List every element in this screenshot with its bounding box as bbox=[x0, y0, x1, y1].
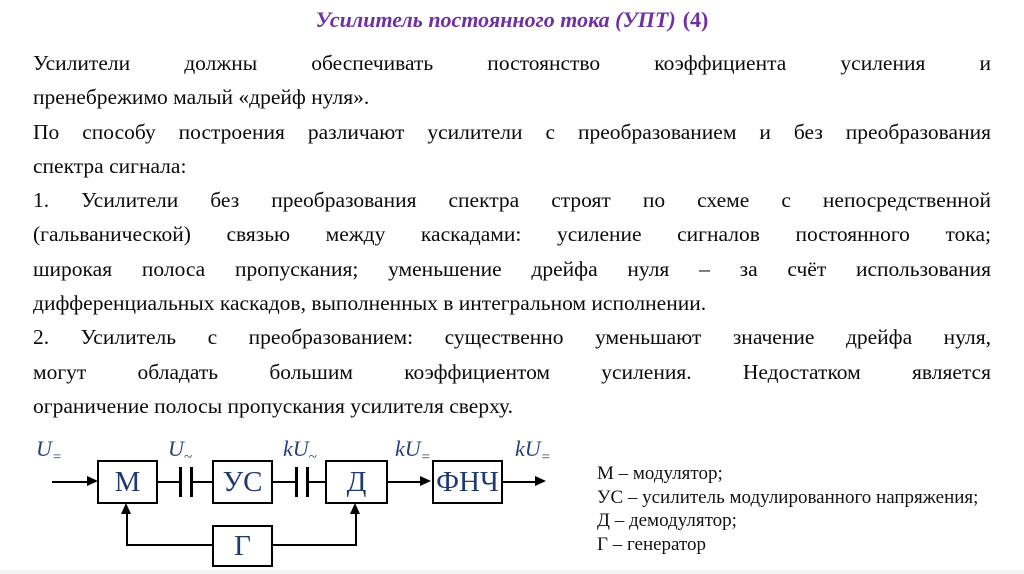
signal-sub: = bbox=[420, 449, 431, 466]
signal-sub: = bbox=[51, 449, 63, 466]
paragraph-line: Усилители должны обеспечивать постоянство коэффициента усиления и bbox=[33, 51, 991, 75]
paragraph-line: 2. Усилитель с преобразованием: существенно уменьшают значение дрейфа нуля, bbox=[33, 325, 991, 350]
signal-main: U bbox=[36, 436, 52, 461]
legend-item-demodulator: Д – демодулятор; bbox=[597, 510, 737, 531]
signal-sub: ~ bbox=[183, 449, 193, 466]
paragraph-line: (гальванической) связью между каскадами: усиление сигналов постоянного тока; bbox=[33, 222, 991, 247]
legend-item-generator: Г – генератор bbox=[597, 533, 707, 555]
signal-label-output bbox=[515, 436, 551, 466]
block-label: ФНЧ bbox=[436, 465, 499, 498]
arrowhead-icon bbox=[420, 476, 431, 486]
signal-label-demodulated bbox=[395, 436, 431, 466]
arrowhead-up-icon bbox=[121, 503, 131, 514]
wire bbox=[273, 481, 296, 483]
generator-wire bbox=[126, 512, 128, 546]
signal-main: kU bbox=[515, 436, 541, 461]
generator-wire bbox=[273, 544, 357, 546]
signal-sub: = bbox=[540, 449, 551, 466]
signal-main: U bbox=[168, 436, 184, 461]
signal-label-input bbox=[36, 436, 62, 466]
paragraph-line: спектра сигнала: bbox=[33, 153, 187, 178]
signal-label-amplified-ac bbox=[283, 436, 317, 466]
paragraph-line: ограничение полосы пропускания усилителя сверху. bbox=[33, 393, 513, 418]
block-modulator bbox=[97, 460, 158, 504]
signal-label-modulated bbox=[168, 436, 192, 466]
block-lowpass-filter bbox=[432, 460, 503, 504]
output-line bbox=[503, 481, 536, 483]
generator-wire bbox=[355, 512, 357, 546]
block-amplifier bbox=[212, 460, 273, 504]
slide-title-number: (4) bbox=[682, 7, 709, 32]
signal-main: kU bbox=[283, 436, 309, 461]
block-generator bbox=[212, 525, 273, 567]
slide-title-text: Усилитель постоянного тока (УПТ) bbox=[315, 7, 676, 32]
block-label: М bbox=[114, 465, 141, 498]
signal-sub: ~ bbox=[308, 449, 317, 466]
paragraph-line: 1. Усилители без преобразования спектра строят по схеме с непосредственной bbox=[33, 188, 991, 213]
block-label: УС bbox=[222, 465, 263, 498]
block-demodulator bbox=[325, 460, 388, 504]
paragraph-line: могут обладать большим коэффициентом усиления. Недостатком является bbox=[33, 359, 991, 384]
slide-bottom-edge bbox=[0, 570, 1024, 574]
block-label: Г bbox=[234, 529, 251, 562]
legend-item-modulator: М – модулятор; bbox=[597, 463, 723, 484]
arrowhead-up-icon bbox=[350, 503, 360, 514]
input-line bbox=[52, 481, 88, 483]
wire bbox=[158, 481, 180, 483]
diagram-legend bbox=[597, 462, 978, 556]
wire bbox=[193, 481, 212, 483]
paragraph-line: широкая полоса пропускания; уменьшение дрейфа нуля – за счёт использования bbox=[33, 256, 991, 281]
output-arrowhead-icon bbox=[535, 476, 546, 486]
block-label: Д bbox=[346, 465, 367, 498]
signal-main: kU bbox=[395, 436, 421, 461]
wire bbox=[309, 481, 325, 483]
capacitor-icon bbox=[179, 467, 182, 497]
paragraph-line: пренебрежимо малый «дрейф нуля». bbox=[33, 85, 370, 110]
generator-wire bbox=[126, 544, 212, 546]
wire bbox=[388, 481, 421, 483]
legend-item-amplifier: УС – усилитель модулированного напряжения; bbox=[597, 486, 979, 508]
paragraph-line: дифференциальных каскадов, выполненных в интегральном исполнении. bbox=[33, 291, 707, 316]
capacitor-icon bbox=[295, 467, 298, 497]
paragraph-line: По способу построения различают усилители с преобразованием и без преобразования bbox=[33, 119, 991, 144]
